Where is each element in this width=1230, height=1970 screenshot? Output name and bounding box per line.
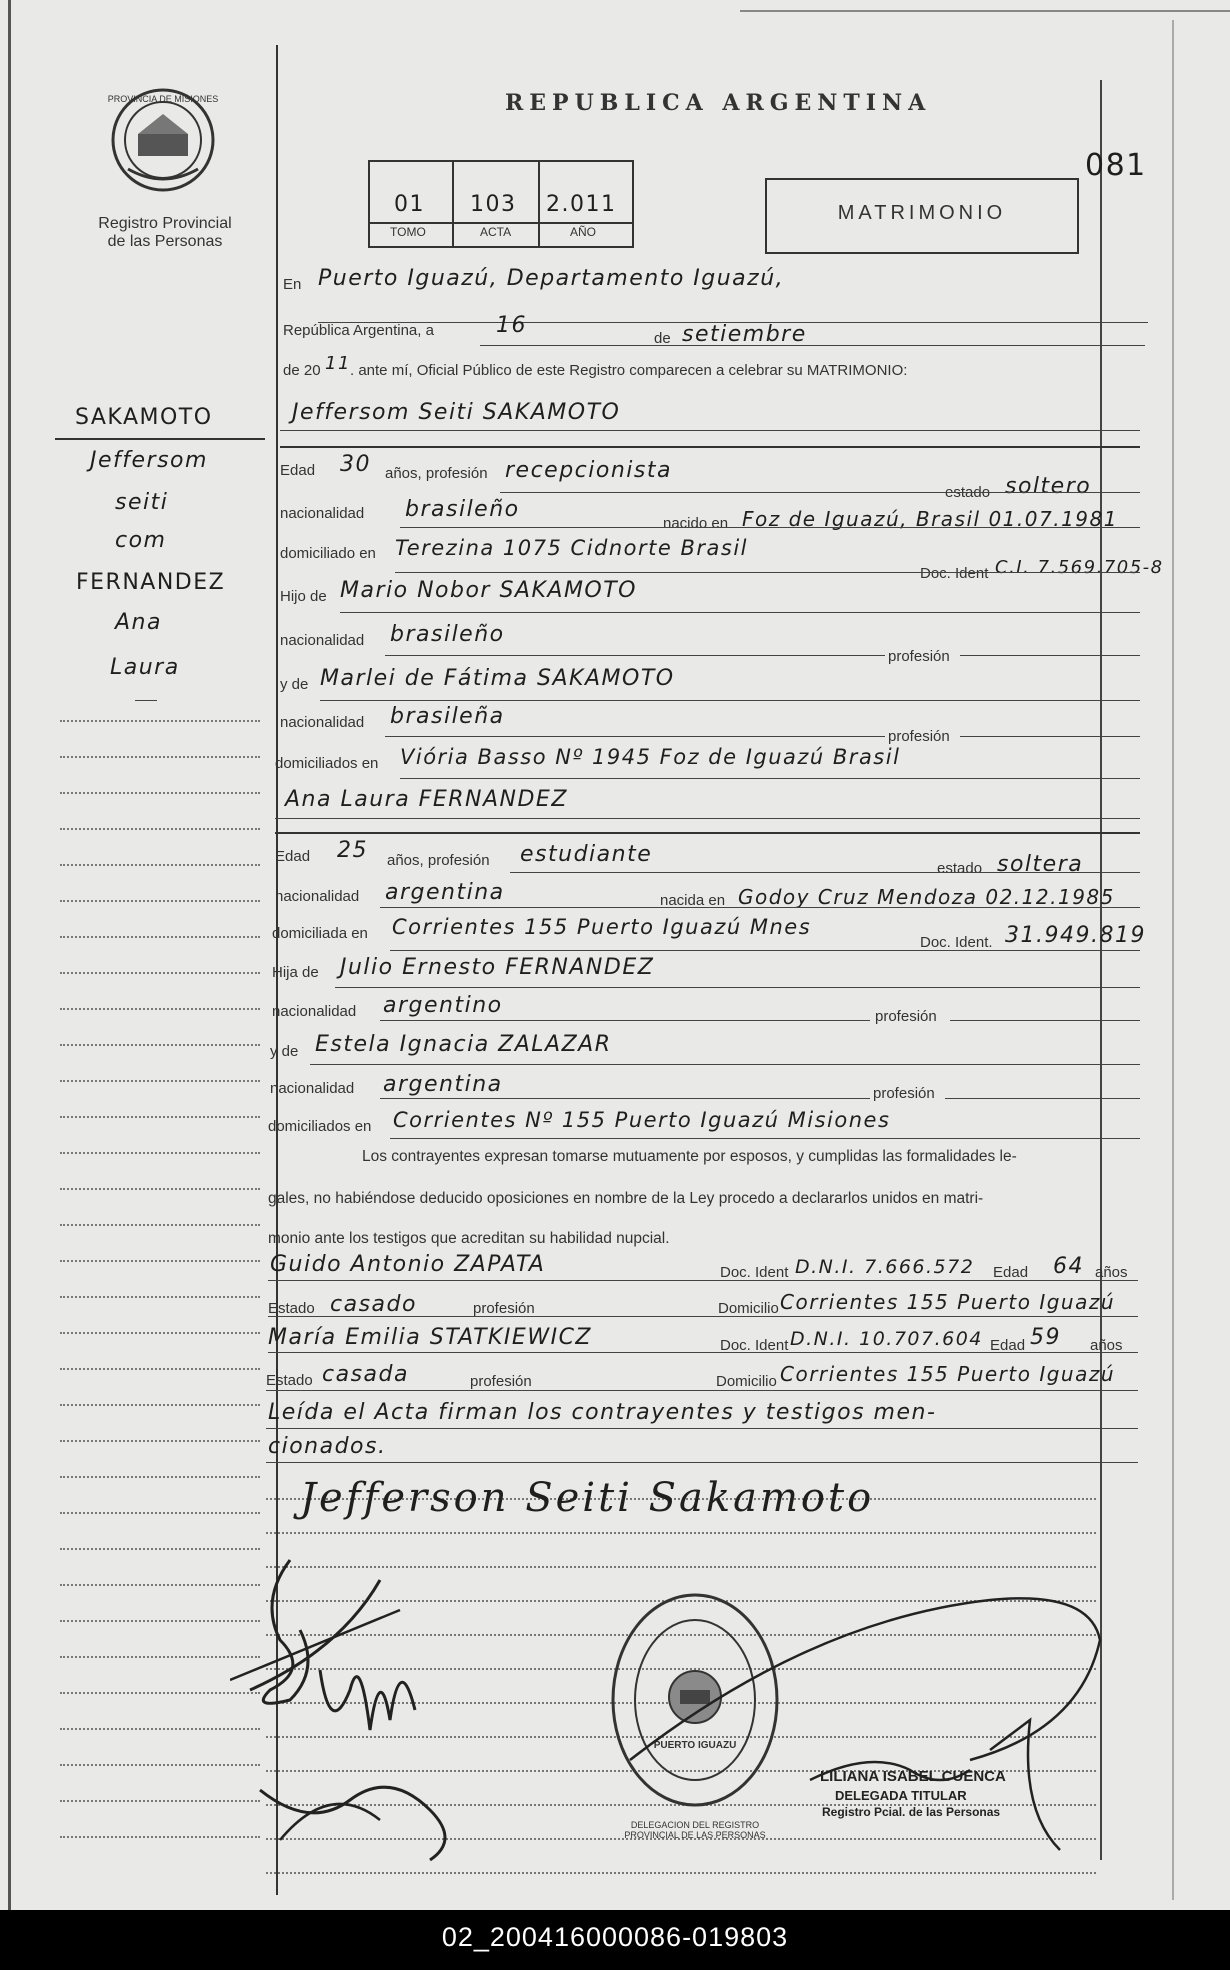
ruled-line	[60, 756, 260, 758]
closing-line-1: Leída el Acta firman los contrayentes y testigos men-	[268, 1400, 937, 1425]
bride-estado: soltera	[997, 852, 1084, 877]
groom-mother-prof-label: profesión	[888, 728, 950, 745]
bride-nacionalidad-label: nacionalidad	[275, 888, 360, 905]
groom-domicile: Terezina 1075 Cidnorte Brasil	[395, 536, 749, 560]
ruled-line	[60, 1404, 260, 1406]
ruled-line	[266, 1532, 1096, 1534]
bride-mother-nac-label: nacionalidad	[270, 1080, 355, 1097]
ruled-line	[60, 792, 260, 794]
ruled-line	[60, 936, 260, 938]
bride-parents-dom: Corrientes Nº 155 Puerto Iguazú Misiones	[393, 1108, 891, 1132]
tomo-value: 01	[394, 192, 425, 217]
witness1-domicilio-label: Domicilio	[718, 1300, 779, 1317]
groom-father: Mario Nobor SAKAMOTO	[340, 578, 637, 603]
groom-father-prof-label: profesión	[888, 648, 950, 665]
declaration-line-1: Los contrayentes expresan tomarse mutuamente por esposos, y cumplidas las formalidades le-	[362, 1148, 1017, 1165]
bride-doc: 31.949.819	[1005, 923, 1146, 948]
page-number: 081	[1085, 148, 1147, 183]
record-type-box	[765, 178, 1079, 254]
witness1-doc-label: Doc. Ident	[720, 1264, 789, 1281]
witness1-anos-label: años	[1095, 1264, 1128, 1281]
registry-line-1: Registro Provincial	[98, 215, 232, 232]
bride-domicilio-label: domiciliada en	[272, 925, 368, 942]
groom-age: 30	[340, 452, 371, 477]
right-edge	[1172, 20, 1174, 1900]
witness-signatures	[230, 1540, 590, 1880]
witness1-age: 64	[1053, 1254, 1084, 1279]
ruled-line	[60, 1188, 260, 1190]
witness2-domicile: Corrientes 155 Puerto Iguazú	[780, 1362, 1116, 1386]
province-logo-icon	[108, 84, 218, 196]
bride-name: Ana Laura FERNANDEZ	[285, 787, 568, 812]
registry-name	[70, 215, 260, 251]
witness2-estado: casada	[322, 1362, 409, 1387]
witness1-edad-label: Edad	[993, 1264, 1029, 1281]
bride-estado-label: estado	[937, 860, 983, 877]
bride-father-nat: argentino	[383, 993, 503, 1018]
seal-outer-text: DELEGACION DEL REGISTRO PROVINCIAL DE LAS PERSONAS	[624, 1820, 766, 1840]
groom-edad-label: Edad	[280, 462, 316, 479]
bride-birth: Godoy Cruz Mendoza 02.12.1985	[738, 885, 1115, 909]
groom-doc-label: Doc. Ident	[920, 565, 989, 582]
witness2-domicilio-label: Domicilio	[716, 1373, 777, 1390]
ruled-line	[60, 1296, 260, 1298]
bride-nacida-label: nacida en	[660, 892, 726, 909]
margin-note-3: seiti	[115, 490, 169, 515]
closing-line-2: cionados.	[268, 1434, 387, 1459]
ruled-line	[60, 1260, 260, 1262]
de-label: de	[654, 330, 671, 347]
margin-note-5: FERNANDEZ	[76, 570, 226, 595]
groom-nacionalidad-label: nacionalidad	[280, 505, 365, 522]
logo-text: PROVINCIA DE MISIONES	[108, 94, 218, 104]
bride-mother: Estela Ignacia ZALAZAR	[315, 1032, 612, 1057]
groom-profession: recepcionista	[505, 458, 672, 483]
ruled-line	[60, 720, 260, 722]
bride-yde-label: y de	[270, 1043, 299, 1060]
bride-profession: estudiante	[520, 842, 653, 867]
official-office: Registro Pcial. de las Personas	[822, 1805, 1001, 1819]
groom-name: Jeffersom Seiti SAKAMOTO	[292, 400, 621, 425]
bride-father: Julio Ernesto FERNANDEZ	[340, 955, 655, 980]
witness2-doc-label: Doc. Ident	[720, 1337, 789, 1354]
groom-signature: Jefferson Seiti Sakamoto	[300, 1475, 875, 1521]
republica-label: República Argentina, a	[283, 322, 434, 339]
witness2-anos-label: años	[1090, 1337, 1123, 1354]
bride-mother-nat: argentina	[383, 1072, 503, 1097]
groom-mother-nac-label: nacionalidad	[280, 714, 365, 731]
bride-mother-prof-label: profesión	[873, 1085, 935, 1102]
groom-mother-nat: brasileña	[390, 704, 505, 729]
official-name: LILIANA ISABEL CUENCA	[820, 1768, 1006, 1785]
en-label: En	[283, 276, 302, 293]
groom-hijo-label: Hijo de	[280, 588, 327, 605]
groom-parents-dom: Viória Basso Nº 1945 Foz de Iguazú Brasil	[400, 745, 901, 769]
oficial-text: . ante mí, Oficial Público de este Registro comparecen a celebrar su MATRIMONIO:	[350, 362, 908, 379]
bride-father-prof-label: profesión	[875, 1008, 937, 1025]
place-value: Puerto Iguazú, Departamento Iguazú,	[318, 266, 785, 291]
ruled-line	[60, 828, 260, 830]
bride-profesion-label: años, profesión	[387, 852, 490, 869]
bride-parents-dom-label: domiciliados en	[268, 1118, 372, 1135]
official-signature	[610, 1580, 1130, 1880]
ruled-line	[60, 1332, 260, 1334]
anio-label: AÑO	[570, 225, 597, 239]
groom-yde-label: y de	[280, 676, 309, 693]
ruled-line	[60, 1044, 260, 1046]
groom-profesion-label: años, profesión	[385, 465, 488, 482]
ruled-line	[60, 1152, 260, 1154]
witness1-name: Guido Antonio ZAPATA	[270, 1252, 546, 1277]
day-value: 16	[496, 313, 527, 338]
witness2-edad-label: Edad	[990, 1337, 1026, 1354]
ruled-line	[60, 972, 260, 974]
witness1-estado: casado	[330, 1292, 417, 1317]
seal-inner-text: PUERTO IGUAZU	[653, 1740, 737, 1751]
declaration-line-3: monio ante los testigos que acreditan su habilidad nupcial.	[268, 1230, 670, 1247]
month-value: setiembre	[682, 322, 807, 347]
margin-note-6: Ana	[115, 610, 162, 635]
ruled-line	[60, 1476, 260, 1478]
witness2-profesion-label: profesión	[470, 1373, 532, 1390]
ruled-line	[60, 1080, 260, 1082]
declaration-line-2: gales, no habiéndose deducido oposiciones en nombre de la Ley procedo a declararlos unidos en matri-	[268, 1190, 984, 1207]
witness1-estado-label: Estado	[268, 1300, 315, 1317]
groom-domicilio-label: domiciliado en	[280, 545, 376, 562]
groom-estado: soltero	[1005, 474, 1092, 499]
bride-father-nac-label: nacionalidad	[272, 1003, 357, 1020]
ruled-line	[60, 1008, 260, 1010]
bride-age: 25	[337, 838, 368, 863]
margin-note-2: Jeffersom	[90, 448, 208, 473]
groom-father-nat: brasileño	[390, 622, 505, 647]
witness2-doc: D.N.I. 10.707.604	[790, 1328, 983, 1350]
witness2-age: 59	[1030, 1325, 1061, 1350]
witness1-doc: D.N.I. 7.666.572	[795, 1256, 975, 1278]
registry-line-2: de las Personas	[107, 233, 223, 250]
tomo-label: TOMO	[390, 225, 426, 239]
witness1-domicile: Corrientes 155 Puerto Iguazú	[780, 1290, 1116, 1314]
anio-value: 2.011	[546, 192, 617, 217]
ruled-line	[60, 1116, 260, 1118]
groom-father-nac-label: nacionalidad	[280, 632, 365, 649]
witness2-name: María Emilia STATKIEWICZ	[268, 1325, 592, 1350]
official-title: DELEGADA TITULAR	[835, 1788, 967, 1803]
record-box	[368, 160, 634, 248]
witness2-estado-label: Estado	[266, 1372, 313, 1389]
ruled-line	[60, 1512, 260, 1514]
year-prefix: de 20	[283, 362, 321, 379]
year-suffix: 11	[325, 353, 351, 374]
groom-mother: Marlei de Fátima SAKAMOTO	[320, 666, 675, 691]
margin-note-1: SAKAMOTO	[75, 405, 213, 430]
country-title: REPUBLICA ARGENTINA	[505, 90, 932, 116]
bride-doc-label: Doc. Ident.	[920, 934, 993, 951]
ruled-line	[60, 864, 260, 866]
ruled-line	[60, 900, 260, 902]
ruled-line	[60, 1224, 260, 1226]
witness1-profesion-label: profesión	[473, 1300, 535, 1317]
bride-edad-label: Edad	[275, 848, 311, 865]
groom-estado-label: estado	[945, 484, 991, 501]
margin-note-4: com	[115, 528, 167, 553]
acta-value: 103	[470, 192, 517, 217]
groom-doc: C.I. 7.569.705-8	[995, 557, 1164, 578]
binding-edge	[8, 0, 11, 1910]
record-type: MATRIMONIO	[837, 202, 1007, 224]
bride-hija-label: Hija de	[272, 964, 319, 981]
groom-birth: Foz de Iguazú, Brasil 01.07.1981	[742, 507, 1118, 531]
ruled-line	[60, 1440, 260, 1442]
margin-note-7: Laura	[110, 655, 180, 680]
groom-parents-dom-label: domiciliados en	[275, 755, 379, 772]
groom-nationality: brasileño	[405, 497, 520, 522]
acta-label: ACTA	[480, 225, 512, 239]
top-edge	[740, 10, 1230, 12]
ruled-line	[60, 1368, 260, 1370]
bride-domicile: Corrientes 155 Puerto Iguazú Mnes	[392, 915, 812, 939]
bride-nationality: argentina	[385, 880, 505, 905]
footer-code: 02_200416000086-019803	[441, 1922, 789, 1952]
groom-nacido-label: nacido en	[663, 515, 729, 532]
